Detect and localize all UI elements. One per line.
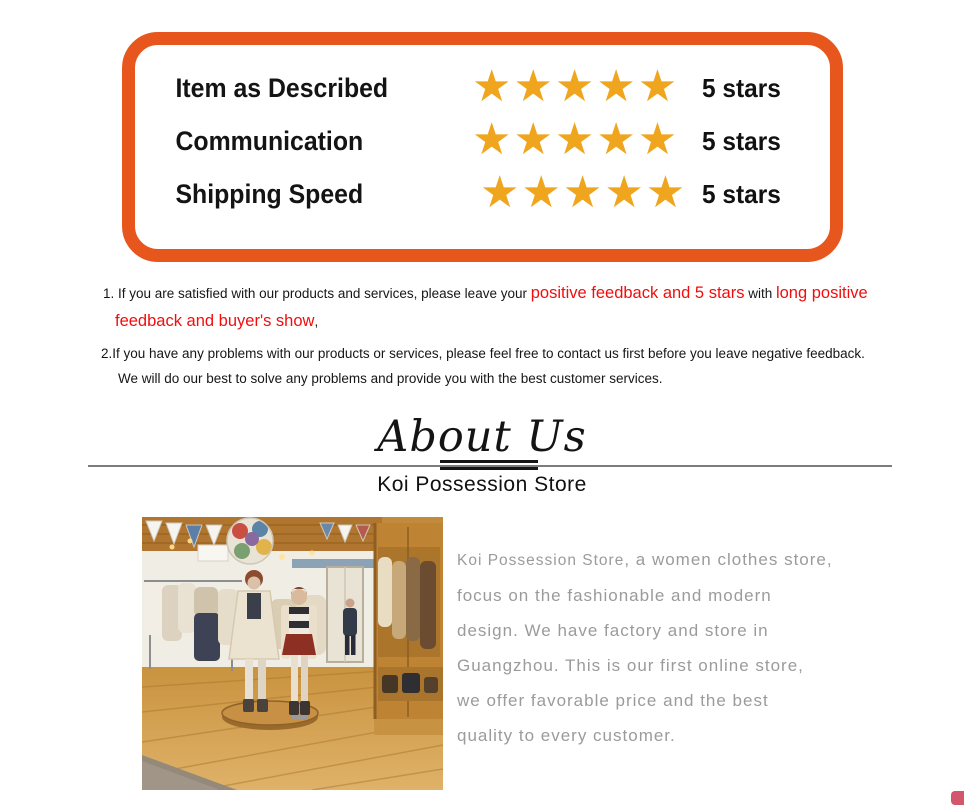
rating-text: 5 stars [702,73,781,103]
corner-partial-element [951,791,964,805]
feedback-label: Shipping Speed [175,179,364,209]
desc-line-4: Guangzhou. This is our first online store, [457,656,804,675]
desc-line-1-rest: , a women clothes store, [624,550,833,569]
feedback-row-item-as-described [135,62,830,115]
note-2-line-2: We will do our best to solve any problems and provide you with the best customer services. [118,371,663,386]
desc-store-name: Koi Possession Store [457,552,625,569]
store-name-heading: Koi Possession Store [377,473,587,496]
feedback-row-communication [135,115,830,168]
desc-line-1 [457,542,887,578]
title-double-underline [440,460,538,470]
feedback-row-shipping-speed [135,168,830,221]
store-interior-illustration [142,517,443,790]
feedback-ratings-box [122,32,843,262]
note-1-line-2 [115,310,318,333]
desc-line-6: quality to every customer. [457,726,676,745]
note-1-highlight-2: long positive [775,284,868,302]
rating-text: 5 stars [702,126,781,156]
five-star-rating-icons: ★★★★★ [472,60,680,112]
store-interior-photo [142,517,443,790]
feedback-label: Item as Described [175,73,389,103]
five-star-rating-icons: ★★★★★ [472,113,680,165]
desc-line-5: we offer favorable price and the best [457,691,769,710]
about-us-title: About Us [377,412,587,462]
note-1-highlight-3: feedback and buyer's show [115,312,315,330]
note-1-line-1 [103,282,868,305]
rating-text: 5 stars [702,179,781,209]
feedback-label: Communication [175,126,364,156]
five-star-rating-icons: ★★★★★ [480,166,688,218]
note-1-with: with [744,286,776,301]
note-1-text: 1. If you are satisfied with our products and services, please leave your [103,286,531,301]
note-2-line-1: 2.If you have any problems with our products or services, please feel free to contact us first before you leave negative feedback. [101,346,865,361]
note-1-comma: , [314,314,319,329]
note-1-highlight-1: positive feedback and 5 stars [530,284,745,302]
desc-line-3: design. We have factory and store in [457,621,769,640]
desc-line-2: focus on the fashionable and modern [457,586,772,605]
about-description [457,542,887,753]
